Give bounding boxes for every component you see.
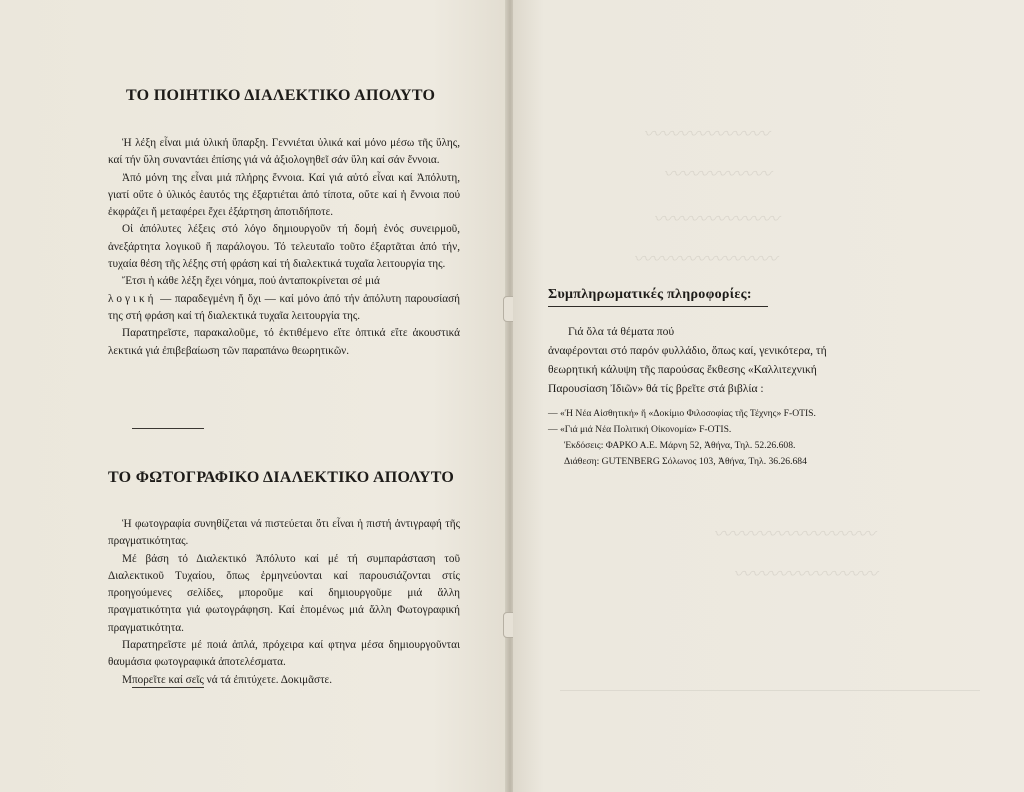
bleed-through-mark: 〰〰〰〰〰〰〰〰〰 xyxy=(713,524,875,545)
intro-line: θεωρητική κάλυψη τῆς παρούσας ἔκθεσης «Καλλιτεχνική xyxy=(548,363,817,376)
bleed-through-line xyxy=(560,690,980,731)
paragraph: Ἡ φωτογραφία συνηθίζεται νά πιστεύεται ὅτι εἶναι ἡ πιστή ἀντιγραφή τῆς πραγματικότητας. xyxy=(108,518,460,548)
paragraph: Μπορεῖτε καί σεῖς νά τά ἐπιτύχετε. Δοκιμᾶστε. xyxy=(122,673,333,686)
paragraph-start: Ἔτσι ἡ κάθε λέξη ἔχει νόημα, πού ἀνταποκρίνεται σέ μιά xyxy=(122,275,380,288)
photographic-section-title: ΤΟ ΦΩΤΟΓΡΑΦΙΚΟ ΔΙΑΛΕΚΤΙΚΟ ΑΠΟΛΥΤΟ xyxy=(108,469,455,486)
paragraph: Παρατηρεῖστε μέ ποιά ἁπλά, πρόχειρα καί φτηνα μέσα δημιουργοῦνται θαυμάσια φωτογραφικά ἀποτελέσματα. xyxy=(108,639,460,669)
publisher-info: Ἐκδόσεις: ΦΑΡΚΟ Α.Ε. Μάρνη 52, Ἀθήνα, Τηλ. 52.26.608. xyxy=(564,440,796,451)
section-divider xyxy=(132,687,204,688)
paragraph: Παρατηρεῖστε, παρακαλοῦμε, τό ἐκτιθέμενο εἴτε ὀπτικά εἴτε ἀκουστικά λεκτικά γιά ἐπιβεβαίωση τῶν παραπάνω θεωρητικῶν. xyxy=(108,327,460,357)
supplementary-intro xyxy=(548,322,896,398)
book-reference: — «Γιά μιά Νέα Πολιτική Οἰκονομία» F-OTIS. xyxy=(548,424,732,435)
book-references xyxy=(548,406,816,470)
bleed-through-mark: 〰〰〰〰〰〰 xyxy=(663,164,771,185)
poetic-section-body xyxy=(108,135,460,360)
spaced-word: λογική xyxy=(108,292,157,305)
paragraph: Οἱ ἀπόλυτες λέξεις στό λόγο δημιουργοῦν τή δομή ἑνός συνειρμοῦ, ἀνεξάρτητα λογικοῦ ἤ παράλογου. Τό τελευταῖο τοῦτο ἐξαρτᾶται ἀπό τήν, τυχαία θέση τῆς λέξης στή φράση καί τή διαλεκτικά τυχαῖα λειτουργία της. xyxy=(108,223,460,271)
left-page xyxy=(0,0,508,792)
paragraph: Μέ βάση τό Διαλεκτικό Ἀπόλυτο καί μέ τή συμπαράσταση τοῦ Διαλεκτικοῦ Τυχαίου, ὅπως ἑρμηνεύονται καί παρουσιάζονται στίς προηγούμενες σελίδες, μποροῦμε καί δημιουργοῦμε μιά ἄλλη πραγματικότητα γιά φωτογράφηση. Καί ἑπομένως μιά ἄλλη Φωτογραφική πραγματικότητα. xyxy=(108,552,460,634)
paragraph-end: — παραδεγμένη ἤ ὄχι — καί μόνο ἀπό τήν ἀπόλυτη παρουσίασή της στή φράση καί τή διαλεκτικά τυχαῖα λειτουργία της. xyxy=(108,292,460,322)
bleed-through-mark: 〰〰〰〰〰〰〰〰 xyxy=(733,564,877,585)
paragraph xyxy=(108,273,460,325)
supplementary-info-title: Συμπληρωματικές πληροφορίες: xyxy=(548,287,752,302)
bleed-through-mark: 〰〰〰〰〰〰〰 xyxy=(643,124,769,145)
poetic-section-title: ΤΟ ΠΟΙΗΤΙΚΟ ΔΙΑΛΕΚΤΙΚΟ ΑΠΟΛΥΤΟ xyxy=(126,87,436,104)
paragraph: Ἀπό μόνη της εἶναι μιά πλήρης ἔννοια. Καί γιά αὐτό εἶναι καί Ἀπόλυτη, γιατί οὔτε ὁ ὑλικός ἑαυτός της ἐξαρτιέται ἀπό τίποτα, οὔτε καί ἡ ἔννοια πού ἐκφράζει ἤ μεταφέρει ἔχει ἐξάρτηση ἀποτιδήποτε. xyxy=(108,171,460,219)
intro-line: Παρουσίαση Ἰδιῶν» θά τίς βρεῖτε στά βιβλία : xyxy=(548,382,764,395)
title-underline xyxy=(548,306,768,307)
book-reference: — «Ἡ Νέα Αἰσθητική» ἤ «Δοκίμιο Φιλοσοφίας τῆς Τέχνης» F-OTIS. xyxy=(548,408,816,419)
intro-line: ἀναφέρονται στό παρόν φυλλάδιο, ὅπως καί, γενικότερα, τή xyxy=(548,344,827,357)
intro-line: Γιά ὅλα τά θέματα πού xyxy=(568,325,675,338)
bleed-through-mark: 〰〰〰〰〰〰〰 xyxy=(653,209,779,230)
paragraph: Ἡ λέξη εἶναι μιά ὑλική ὕπαρξη. Γεννιέται ὑλικά καί μόνο μέσω τῆς ὕλης, καί τήν ὕλη συναντάει ἐπίσης γιά νά ἀξιολογηθεῖ σάν ὕλη καί σάν ἔννοια. xyxy=(108,137,460,167)
distribution-info: Διάθεση: GUTENBERG Σόλωνος 103, Ἀθήνα, Τηλ. 36.26.684 xyxy=(564,456,807,467)
section-divider xyxy=(132,428,204,429)
bleed-through-mark: 〰〰〰〰〰〰〰〰 xyxy=(633,249,777,270)
photographic-section-body xyxy=(108,516,460,689)
